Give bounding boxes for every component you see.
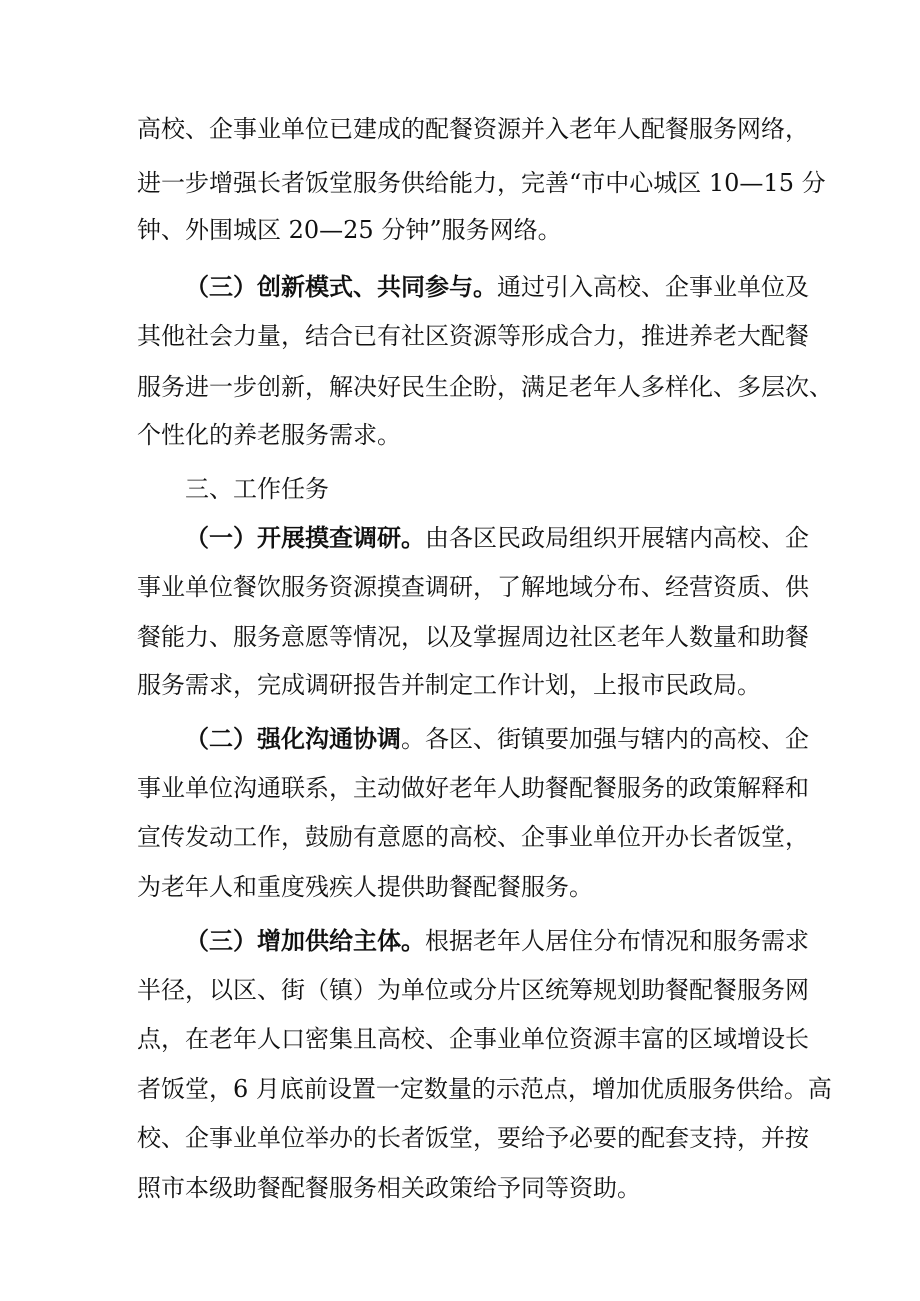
paragraph-line — [0, 1064, 920, 1114]
text-line: 个性化的养老服务需求。 — [137, 421, 401, 449]
paragraph-line — [0, 562, 920, 612]
text-line: 宣传发动工作，鼓励有意愿的高校、企事业单位开办长者饭堂， — [137, 823, 809, 851]
paragraph-line — [0, 763, 920, 813]
paragraph-line — [0, 205, 920, 255]
paragraph-line — [0, 104, 920, 154]
text-line: 钟、外围城区 20—25 分钟”服务网络。 — [137, 216, 562, 244]
text-line: 为老年人和重度残疾人提供助餐配餐服务。 — [137, 873, 593, 901]
paragraph-heading: （三）创新模式、共同参与。 — [185, 272, 497, 301]
paragraph-line — [0, 362, 920, 412]
paragraph-line — [0, 862, 920, 912]
text-line: 服务需求，完成调研报告并制定工作计划，上报市民政局。 — [137, 671, 761, 699]
paragraph-heading: （二）强化沟通协调 — [185, 724, 401, 753]
text-line: 其他社会力量，结合已有社区资源等形成合力，推进养老大配餐 — [137, 322, 809, 350]
paragraph-line — [0, 812, 920, 862]
paragraph-heading: （一）开展摸查调研。 — [185, 523, 425, 552]
text-line: 高校、企事业单位已建成的配餐资源并入老年人配餐服务网络， — [137, 115, 809, 143]
paragraph-line — [0, 714, 920, 764]
text-line: 进一步增强长者饭堂服务供给能力，完善“市中心城区 10—15 分 — [137, 169, 826, 197]
text-line: 服务进一步创新，解决好民生企盼，满足老年人多样化、多层次、 — [137, 373, 833, 401]
paragraph-line — [0, 158, 920, 208]
text-line: 事业单位沟通联系，主动做好老年人助餐配餐服务的政策解释和 — [137, 774, 809, 802]
text-line: 校、企事业单位举办的长者饭堂，要给予必要的配套支持，并按 — [137, 1124, 809, 1152]
paragraph-heading: （三）增加供给主体。 — [185, 926, 425, 955]
paragraph-line — [0, 965, 920, 1015]
text-line: 餐能力、服务意愿等情况，以及掌握周边社区老年人数量和助餐 — [137, 623, 809, 651]
section-heading-line — [0, 464, 920, 514]
text-line: 照市本级助餐配餐服务相关政策给予同等资助。 — [137, 1174, 641, 1202]
paragraph-line — [0, 660, 920, 710]
paragraph-line — [0, 1163, 920, 1213]
text-line: 者饭堂，6 月底前设置一定数量的示范点，增加优质服务供给。高 — [137, 1075, 832, 1103]
paragraph-line — [0, 612, 920, 662]
text-line: 点，在老年人口密集且高校、企事业单位资源丰富的区域增设长 — [137, 1025, 809, 1053]
paragraph-line — [0, 1014, 920, 1064]
text-line: 半径，以区、街（镇）为单位或分片区统筹规划助餐配餐服务网 — [137, 976, 809, 1004]
text-line: 通过引入高校、企事业单位及 — [497, 273, 809, 301]
paragraph-line — [0, 311, 920, 361]
section-heading: 三、工作任务 — [185, 475, 329, 503]
text-line: 由各区民政局组织开展辖内高校、企 — [425, 524, 809, 552]
text-line: 。各区、街镇要加强与辖内的高校、企 — [401, 725, 809, 753]
paragraph-line — [0, 916, 920, 966]
paragraph-line — [0, 1113, 920, 1163]
text-line: 事业单位餐饮服务资源摸查调研，了解地域分布、经营资质、供 — [137, 573, 809, 601]
text-line: 根据老年人居住分布情况和服务需求 — [425, 927, 809, 955]
paragraph-line — [0, 513, 920, 563]
paragraph-line — [0, 410, 920, 460]
paragraph-line — [0, 262, 920, 312]
